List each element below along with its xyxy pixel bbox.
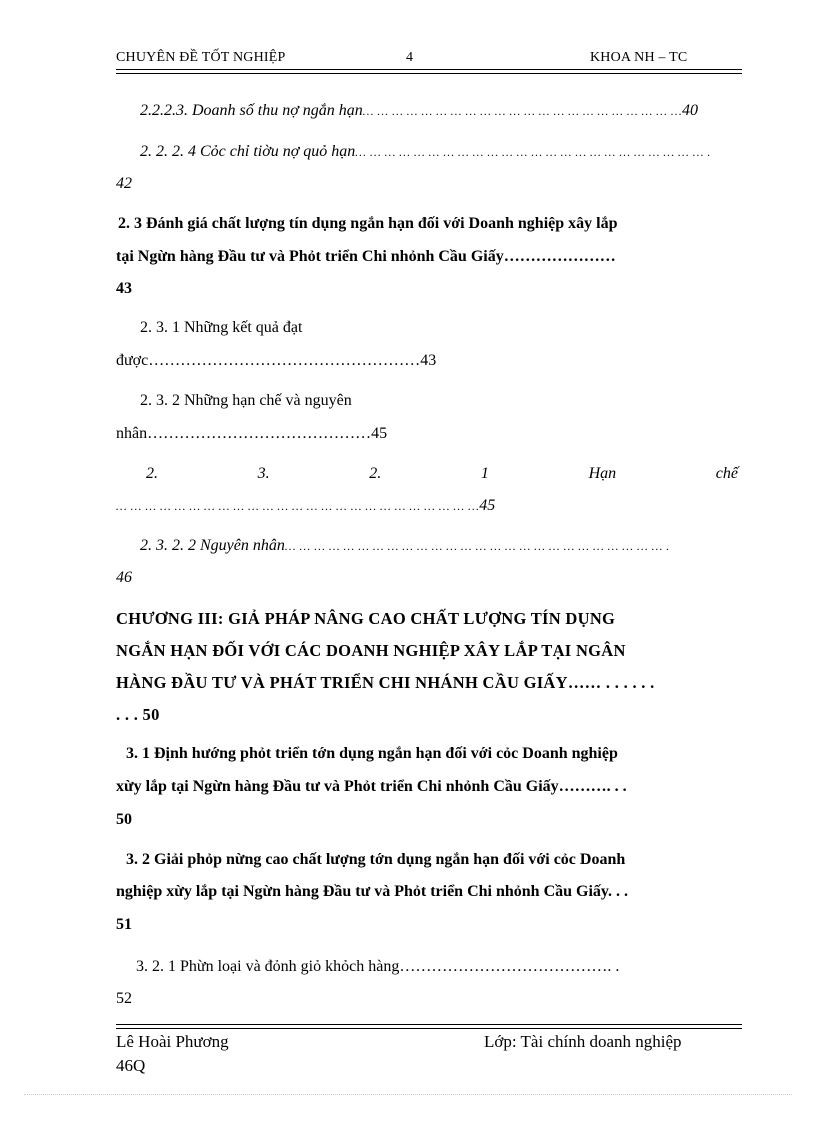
header-title: CHUYÊN ĐỀ TỐT NGHIỆP bbox=[116, 50, 286, 65]
toc-word: chế bbox=[715, 465, 738, 482]
toc-word: 1 bbox=[480, 465, 489, 482]
header-page-number: 4 bbox=[406, 50, 414, 65]
header-divider bbox=[116, 69, 742, 74]
toc-entry bbox=[116, 424, 387, 444]
toc-word: Hạn bbox=[588, 465, 617, 482]
toc-section-title: tại Ngừn hàng Đầu tư và Phỏt triển Chi nhỏnh Cầu Giấy………………… bbox=[116, 248, 616, 265]
toc-section-title: xừy lắp tại Ngừn hàng Đầu tư và Phỏt triển Chi nhỏnh Cầu Giấy………. . . bbox=[116, 778, 627, 795]
toc-entry bbox=[140, 142, 711, 162]
toc-entry-justified bbox=[146, 464, 738, 484]
chapter-title: HÀNG ĐẦU TƯ VÀ PHÁT TRIỂN CHI NHÁNH CẦU GIẤY…… . . . . . . bbox=[116, 673, 655, 692]
toc-entry-title: 2. 2. 2. 4 Cỏc chỉ tiờu nợ quỏ hạn bbox=[140, 143, 356, 160]
footer-class-code: 46Q bbox=[116, 1056, 146, 1075]
toc-leader-dots: … … … … … … … … … … … … … … … … … … … … … … bbox=[362, 104, 683, 118]
chapter-title: NGẮN HẠN ĐỐI VỚI CÁC DOANH NGHIỆP XÂY LẮP TẠI NGÂN bbox=[116, 641, 626, 660]
toc-entry-page: 51 bbox=[116, 916, 132, 933]
chapter-title: CHƯƠNG III: GIẢ PHÁP NÂNG CAO CHẤT LƯỢNG TÍN DỤNG bbox=[116, 609, 616, 628]
toc-entry-title: nhân…………………………………… bbox=[116, 425, 372, 442]
toc-entry-title: 2. 3. 1 Những kết quả đạt bbox=[140, 319, 303, 336]
toc-word: 2. bbox=[146, 465, 158, 482]
toc-entry-page: 42 bbox=[116, 175, 132, 192]
header-faculty: KHOA NH – TC bbox=[590, 50, 688, 65]
toc-entry-title: 2. 3. 2. 2 Nguyên nhân bbox=[140, 537, 285, 554]
toc-entry-title: được…………………………………………… bbox=[116, 352, 421, 369]
footer-divider bbox=[116, 1024, 742, 1029]
toc-section-title: 3. 1 Định hướng phỏt triển tớn dụng ngắn hạn đối với cỏc Doanh nghiệp bbox=[126, 745, 618, 762]
page-bottom-border bbox=[24, 1094, 792, 1095]
toc-leader-dots: … … … … … … … … … … … … … … … … … … … … … … … … … bbox=[116, 499, 480, 513]
toc-word: 2. bbox=[369, 465, 382, 482]
toc-entry bbox=[116, 351, 436, 371]
toc-entry-page: 52 bbox=[116, 990, 132, 1007]
toc-entry-page: 43 bbox=[116, 280, 132, 297]
toc-section-title: 3. 2 Giải phỏp nừng cao chất lượng tớn dụng ngắn hạn đối với cỏc Doanh bbox=[126, 851, 626, 868]
toc-entry-title: 3. 2. 1 Phừn loại và đỏnh giỏ khỏch hàng…………………………………. . bbox=[136, 958, 620, 975]
toc-leader-dots: … … … … … … … … … … … … … … … … … … … … … … … … … … . bbox=[284, 539, 670, 553]
toc-entry-page: 40 bbox=[682, 102, 699, 119]
toc-section-title: nghiệp xừy lắp tại Ngừn hàng Đầu tư và Phỏt triển Chi nhỏnh Cầu Giấy. . . bbox=[116, 883, 629, 900]
toc-section-title: 2. 3 Đánh giá chất lượng tín dụng ngắn hạn đối với Doanh nghiệp xây lắp bbox=[118, 215, 618, 232]
toc-entry-title: 2. 3. 2 Những hạn chế và nguyên bbox=[140, 392, 352, 409]
toc-entry bbox=[140, 101, 698, 121]
footer-author: Lê Hoài Phương bbox=[116, 1032, 229, 1051]
toc-entry-page: 50 bbox=[116, 811, 132, 828]
toc-leader-dots: … … … … … … … … … … … … … … … … … … … … … … … … . bbox=[355, 145, 711, 159]
chapter-page: . . . 50 bbox=[116, 705, 160, 724]
toc-entry-page: 43 bbox=[420, 352, 437, 369]
footer-class: Lớp: Tài chính doanh nghiệp bbox=[484, 1032, 682, 1051]
toc-entry-page: 46 bbox=[116, 569, 132, 586]
toc-entry-page: 45 bbox=[479, 497, 496, 514]
toc-entry-title: 2.2.2.3. Doanh số thu nợ ngắn hạn bbox=[140, 102, 363, 119]
toc-entry bbox=[140, 536, 670, 556]
toc-entry-page: 45 bbox=[371, 425, 388, 442]
toc-entry bbox=[116, 496, 495, 516]
toc-word: 3. bbox=[257, 465, 270, 482]
